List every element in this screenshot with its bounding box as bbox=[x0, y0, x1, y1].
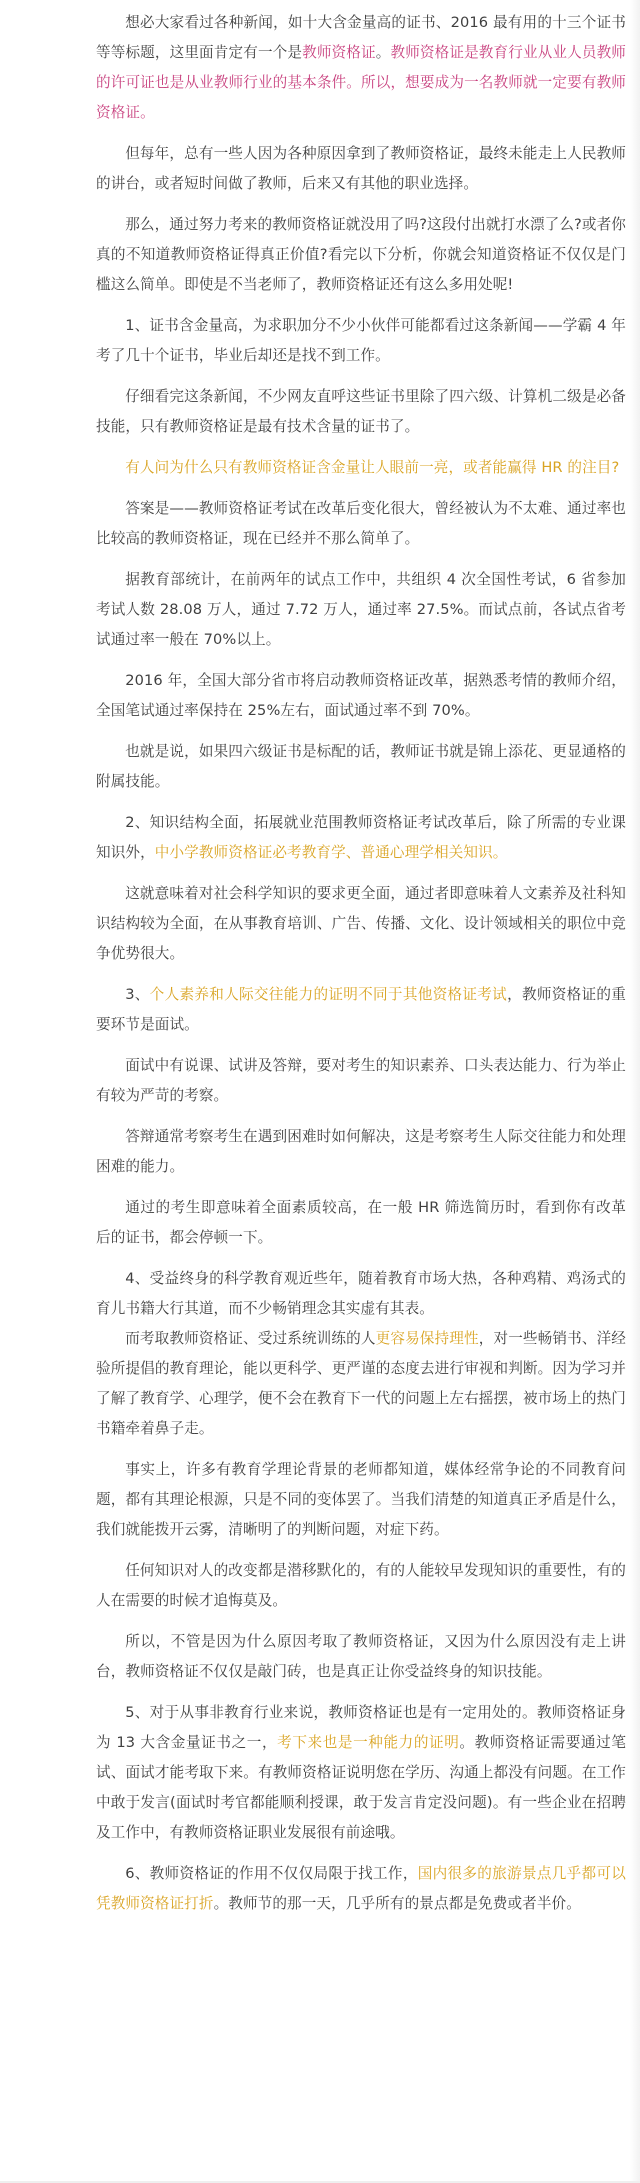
highlight-knowledge: 中小学教师资格证必考教育学、普通心理学相关知识。 bbox=[154, 844, 508, 861]
highlight-ability: 考下来也是一种能力的证明 bbox=[277, 1734, 460, 1751]
teacher-certificate-link[interactable]: 教师资格证 bbox=[302, 44, 376, 61]
paragraph-3: 那么，通过努力考来的教师资格证就没用了吗?这段付出就打水漂了么?或者你真的不知道教师资格证得真正价值?看完以下分析，你就会知道资格证不仅仅是门槛这么简单。即使是不当老师了，教师资格证还有这么多用处呢! bbox=[96, 216, 626, 293]
paragraph-10: 也就是说，如果四六级证书是标配的话，教师证书就是锦上添花、更显通格的附属技能。 bbox=[96, 743, 626, 790]
paragraph-2: 但每年，总有一些人因为各种原因拿到了教师资格证，最终未能走上人民教师的讲台，或者短时间做了教师，后来又有其他的职业选择。 bbox=[96, 145, 626, 192]
paragraph-5: 仔细看完这条新闻，不少网友直呼这些证书里除了四六级、计算机二级是必备技能，只有教师资格证是最有技术含量的证书了。 bbox=[96, 388, 626, 435]
page-edge-shadow bbox=[630, 0, 640, 2183]
paragraph-16: 通过的考生即意味着全面素质较高，在一般 HR 筛选简历时，看到你有改革后的证书，都会停顿一下。 bbox=[96, 1199, 626, 1246]
paragraph-20: 任何知识对人的改变都是潜移默化的，有的人能较早发现知识的重要性，有的人在需要的时候才追悔莫及。 bbox=[96, 1562, 626, 1609]
paragraph-7: 答案是——教师资格证考试在改革后变化很大，曾经被认为不太难、通过率也比较高的教师资格证，现在已经并不那么简单了。 bbox=[96, 500, 626, 547]
paragraph-12: 这就意味着对社会科学知识的要求更全面，通过者即意味着人文素养及社科知识结构较为全面，在从事教育培训、广告、传播、文化、设计领域相关的职位中竞争优势很大。 bbox=[96, 885, 626, 962]
paragraph-18: 而考取教师资格证、受过系统训练的人更容易保持理性，对一些畅销书、洋经验所提倡的教育理论，能以更科学、更严谨的态度去进行审视和判断。因为学习并了解了教育学、心理学，便不会在教育下一代的问题上左右摇摆，被市场上的热门书籍牵着鼻子走。 bbox=[96, 1330, 627, 1437]
paragraph-9: 2016 年，全国大部分省市将启动教师资格证改革，据熟悉考情的教师介绍，全国笔试通过率保持在 25%左右，面试通过率不到 70%。 bbox=[96, 672, 626, 719]
paragraph-15: 答辩通常考察考生在遇到困难时如何解决，这是考察考生人际交往能力和处理困难的能力。 bbox=[96, 1128, 626, 1175]
paragraph-point-4: 4、受益终身的科学教育观近些年，随着教育市场大热，各种鸡精、鸡汤式的育儿书籍大行其道，而不少畅销理念其实虚有其表。 bbox=[96, 1270, 626, 1317]
paragraph-point-3: 3、个人素养和人际交往能力的证明不同于其他资格证考试，教师资格证的重要环节是面试。 bbox=[96, 986, 626, 1033]
paragraph-19: 事实上，许多有教育学理论背景的老师都知道，媒体经常争论的不同教育问题，都有其理论根源，只是不同的变体罢了。当我们清楚的知道真正矛盾是什么，我们就能拨开云雾，清晰明了的判断问题，对症下药。 bbox=[96, 1461, 626, 1538]
highlight-definition: 教师资格证是教育行业从业人员教师的许可证也是从业教师行业的基本条件。所以，想要成为一名教师就一定要有教师资格证。 bbox=[96, 44, 626, 121]
paragraph-21: 所以，不管是因为什么原因考取了教师资格证，又因为什么原因没有走上讲台，教师资格证不仅仅是敲门砖，也是真正让你受益终身的知识技能。 bbox=[96, 1633, 626, 1680]
highlight-rational: 更容易保持理性 bbox=[375, 1330, 479, 1347]
paragraph-point-5: 5、对于从事非教育行业来说，教师资格证也是有一定用处的。教师资格证身为 13 大含金量证书之一，考下来也是一种能力的证明。教师资格证需要通过笔试、面试才能考取下来。有教师资格证说明您在学历、沟通上都没有问题。在工作中敢于发言(面试时考官都能顺利授课，敢于发言肯定没问题)。有一些企业在招聘及工作中，有教师资格证职业发展很有前途哦。 bbox=[96, 1704, 627, 1841]
paragraph-point-1: 1、证书含金量高，为求职加分不少小伙伴可能都看过这条新闻——学霸 4 年考了几十个证书，毕业后却还是找不到工作。 bbox=[96, 317, 626, 364]
paragraph-14: 面试中有说课、试讲及答辩，要对考生的知识素养、口头表达能力、行为举止有较为严苛的考察。 bbox=[96, 1057, 626, 1104]
paragraph-point-2: 2、知识结构全面，拓展就业范围教师资格证考试改革后，除了所需的专业课知识外，中小学教师资格证必考教育学、普通心理学相关知识。 bbox=[96, 814, 626, 861]
highlight-question: 有人问为什么只有教师资格证含金量让人眼前一亮，或者能赢得 HR 的注目? bbox=[125, 459, 620, 476]
paragraph-8: 据教育部统计，在前两年的试点工作中，共组织 4 次全国性考试，6 省参加考试人数 28.08 万人，通过 7.72 万人，通过率 27.5%。而试点前，各试点省考试通过率一般在 70%以上。 bbox=[96, 571, 626, 648]
highlight-discount: 国内很多的旅游景点几乎都可以凭教师资格证打折 bbox=[96, 1865, 626, 1912]
highlight-interpersonal: 个人素养和人际交往能力的证明不同于其他资格证考试 bbox=[149, 986, 508, 1003]
paragraph-intro: 想必大家看过各种新闻，如十大含金量高的证书、2016 最有用的十三个证书等等标题，这里面肯定有一个是教师资格证。教师资格证是教育行业从业人员教师的许可证也是从业教师行业的基本条件。所以，想要成为一名教师就一定要有教师资格证。 bbox=[96, 14, 626, 121]
paragraph-point-6: 6、教师资格证的作用不仅仅局限于找工作，国内很多的旅游景点几乎都可以凭教师资格证打折。教师节的那一天，几乎所有的景点都是免费或者半价。 bbox=[96, 1865, 626, 1912]
